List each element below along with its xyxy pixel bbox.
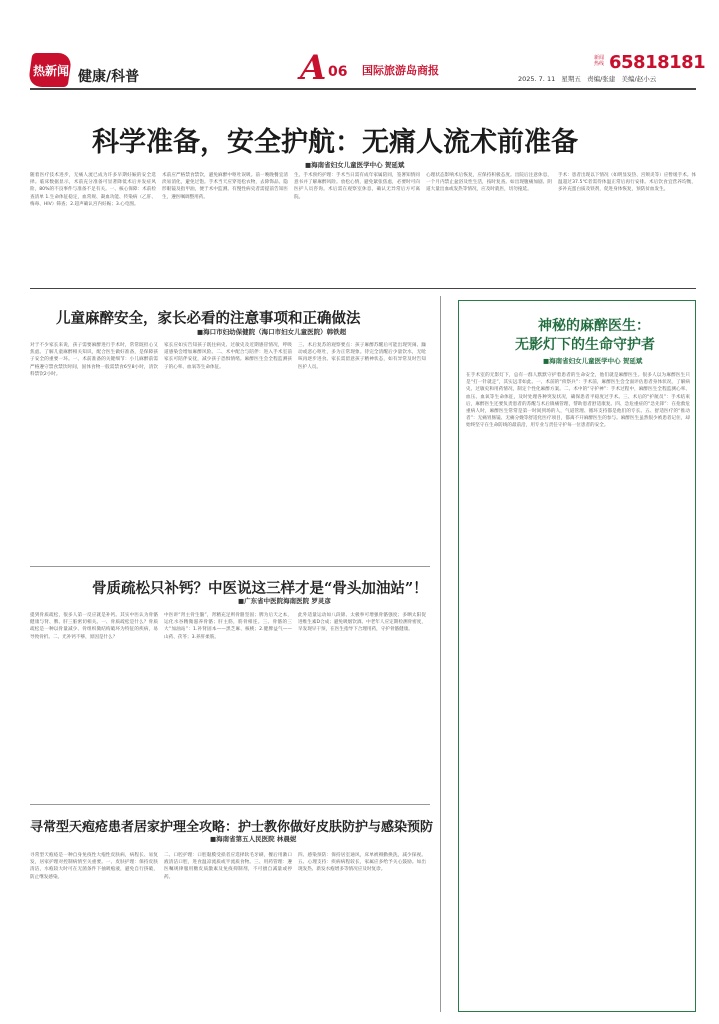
section-name: 健康/科普 — [78, 69, 140, 85]
hotline-number: 65818181 — [609, 52, 706, 73]
section-rule — [30, 288, 696, 289]
pediatric-anesthesia-headline: 儿童麻醉安全，家长必看的注意事项和正确做法 — [56, 310, 361, 327]
top-column-3: 生、手术预约护理：手术当日需有成年家属陪同，签署知情同意书并了解麻醉风险。放松心情，避免紧张焦虑，必要时可向医护人员咨询。术后需在观察室休息，确认无异常后方可离院。 — [294, 173, 420, 200]
top-column-4: 心理状态影响术后恢复，应保持积极态度。出院后注意休息，一个月内禁止盆浴及性生活，按时复查。如出现腹痛加剧、阴道大量出血或发热等情况，应及时就医，切勿拖延。 — [426, 173, 552, 193]
logo-text: 热新闻 — [33, 64, 70, 78]
anesthesiologist-headline-2: 无影灯下的生命守护者 — [515, 337, 655, 353]
top-headline: 科学准备，安全护航：无痛人流术前准备 — [92, 127, 578, 158]
page-number: 06 — [328, 64, 348, 80]
anesthesiologist-byline: ■海南省妇女儿童医学中心 贺延斌 — [543, 357, 643, 365]
paper-name: 国际旅游岛商报 — [362, 64, 439, 77]
top-column-1: 随着医疗技术进步，无痛人流已成为许多早期妊娠的安全选择。临床数据显示，术前充分准备可显著降低术后并发症风险，80%的不良事件与准备不足有关。一、核心保障：术前检查清单 1.生命体征稳定，血常规、凝血功能、传染病（乙肝、梅毒、HIV）筛查；2.超声确认宫内妊娠；3.心电图。 — [30, 173, 156, 207]
page-letter: A — [300, 48, 327, 88]
column-divider — [440, 296, 441, 1012]
divider-2 — [30, 804, 430, 805]
top-column-5: 手术：患者出现以下情况（如明显发热、宫颊炎等）应暂缓手术。体温超过37.5℃者需待体温正常后再行安排。术后饮食宜营养均衡，多补充蛋白质及铁剂，促进身体恢复，预防贫血发生。 — [558, 173, 696, 193]
osteoporosis-col-1: 提到骨质疏松，很多人第一反应就是补钙。其实中医认为骨骼健康与肾、脾、肝三脏密切相关。一、骨质疏松是什么？骨质疏松是一种以骨量减少、骨组织微结构破坏为特征的疾病，易导致骨折。二、光补钙不够，原因是什么？ — [30, 613, 158, 640]
pediatric-anesthesia-col-1: 对于不少家长来说，孩子需要麻醉进行手术时，常常既担心又焦虑。了解儿童麻醉相关知识，配合医生做好准备，是保障孩子安全的重要一环。一、术前准备的关键细节：小儿麻醉前需严格遵守禁食禁饮时间，固体食物一般需禁食6至8小时，清饮料禁饮2小时。 — [30, 343, 158, 377]
anesthesiologist-body: 在手术室的无影灯下，总有一群人默默守护着患者的生命安全，他们就是麻醉医生。很多人以为麻醉医生只是“打一针就走”，其实远非如此。一、术前的“侦察兵”：手术前，麻醉医生会全面评估患者身体状况，了解病史、过敏史和用药情况，制定个性化麻醉方案。二、术中的“守护神”：手术过程中，麻醉医生全程监测心率、血压、血氧等生命体征，及时处理各种突发状况，确保患者平稳度过手术。三、术后的“护航员”：手术结束后，麻醉医生还要负责患者的苏醒与术后镇痛管理，帮助患者舒适康复。四、急危重症的“急先锋”：在抢救危重病人时，麻醉医生常常是第一时间到场的人，气道管理、循环支持都是他们的专长。五、舒适医疗的“推动者”：无痛胃肠镜、无痛分娩等舒适化医疗项目，都离不开麻醉医生的参与。麻醉医生虽然很少被患者记住，却始终坚守在生命防线的最前沿，用专业与责任守护每一位患者的安全。 — [466, 373, 690, 429]
pemphigus-headline: 寻常型天疱疮患者居家护理全攻略：护士教你做好皮肤防护与感染预防 — [30, 820, 434, 835]
pemphigus-byline: ■海南省第五人民医院 林晨妮 — [210, 835, 297, 843]
pemphigus-col-3: 四、感染预防：保持居室通风，床单被褥勤换洗，减少探视。五、心理支持：疾病病程较长，家属应多给予关心鼓励。如出现发热、新发水疱增多等情况应及时复诊。 — [298, 853, 426, 873]
pediatric-anesthesia-col-2: 家长应如实告知孩子既往病史、过敏史及近期感冒情况，呼吸道感染会增加麻醉风险。二、术中配合与陪伴：进入手术室前家长可陪伴安抚，减少孩子恐惧情绪。麻醉医生会全程监测孩子的心率、血氧等生命体征。 — [164, 343, 292, 370]
top-column-2: 术前应严格禁食禁饮，避免麻醉中呕吐误吸。前一晚晚餐宜清淡易消化，避免过饱。手术当天应穿宽松衣物，去除饰品、隐形眼镜及指甲油，便于术中监测。有慢性病史者需提前告知医生，遵医嘱调整用药。 — [162, 173, 288, 200]
top-byline: ■海南省妇女儿童医学中心 贺延斌 — [305, 161, 405, 169]
osteoporosis-byline: ■广东省中医院海南医院 罗灵彦 — [238, 597, 331, 605]
pediatric-anesthesia-col-3: 三、术后复苏的观察要点：孩子麻醉苏醒后可能出现哭闹、躁动或恶心呕吐，多为正常现象。待完全清醒后少量饮水，无呛咳再逐步进食。家长需留意孩子精神状态，如有异常及时告知医护人员。 — [298, 343, 426, 370]
dateline: 2025. 7. 11 星期五 责编/张建 美编/赵小云 — [518, 75, 657, 83]
pediatric-anesthesia-byline: ■海口市妇幼保健院（海口市妇女儿童医院）韩铁超 — [197, 328, 347, 336]
osteoporosis-headline: 骨质疏松只补钙？中医说这三样才是“骨头加油站”！ — [92, 580, 428, 597]
pemphigus-col-1: 寻常型天疱疮是一种自身免疫性大疱性皮肤病，病程长、易复发，居家护理对控制病情至关重要。一、皮肤护理：保持皮肤清洁，水疱较大时可在无菌条件下抽吸疱液，避免自行挤破，防止继发感染。 — [30, 853, 158, 880]
masthead — [0, 0, 719, 112]
pemphigus-col-2: 二、口腔护理：口腔黏膜受损者应选择软毛牙刷，餐后用漱口液清洁口腔，进食温凉流质或半流质食物。三、用药管理：遵医嘱规律服用糖皮质激素及免疫抑制剂，不可擅自减量或停药。 — [164, 853, 292, 880]
masthead-rule — [30, 88, 696, 90]
osteoporosis-col-2: 中医讲“肾主骨生髓”，肾精充足则骨骼坚固；脾为后天之本，运化水谷精微滋养骨骼；肝主筋，筋骨相连。三、骨骼的三大“加油站”：1.补肾固本——黑芝麻、核桃；2.健脾益气——山药、茯苓；3.养肝柔筋。 — [164, 613, 292, 640]
divider-1 — [30, 566, 430, 567]
anesthesiologist-headline-1: 神秘的麻醉医生： — [538, 318, 650, 334]
osteoporosis-col-3: 此外适量运动如八段锦、太极拳可增强骨骼强度；多晒太阳促进维生素D合成；避免吸烟饮酒。中老年人应定期检测骨密度，早发现早干预，在医生指导下合理用药，守护骨骼健康。 — [298, 613, 426, 633]
hotline-label: 新闻热线 — [594, 55, 605, 67]
